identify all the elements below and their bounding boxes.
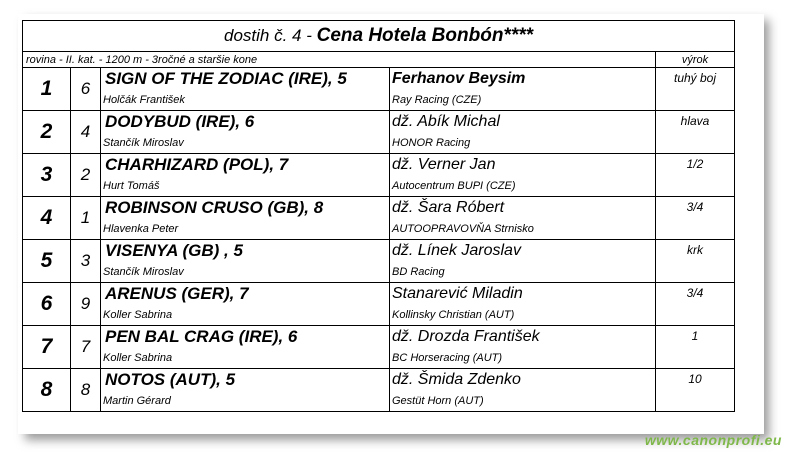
- start-number: 8: [71, 369, 101, 412]
- trainer-name: Stančík Miroslav: [101, 133, 390, 154]
- jockey-name: dž. Drozda František: [390, 326, 656, 349]
- trainer-name: Stančík Miroslav: [101, 262, 390, 283]
- start-number: 3: [71, 240, 101, 283]
- margin-verdict: 10: [656, 369, 735, 412]
- owner-name: Gestüt Horn (AUT): [390, 391, 656, 412]
- finish-place: 1: [23, 68, 71, 111]
- jockey-name: Ferhanov Beysim: [390, 68, 656, 91]
- trainer-name: Koller Sabrina: [101, 305, 390, 326]
- result-row-sub: [23, 348, 735, 369]
- start-number: 2: [71, 154, 101, 197]
- result-row: [23, 154, 735, 177]
- race-title: [23, 21, 735, 52]
- trainer-name: Martin Gérard: [101, 391, 390, 412]
- results-table: [22, 20, 735, 412]
- result-row-sub: [23, 133, 735, 154]
- horse-name: DODYBUD (IRE), 6: [101, 111, 390, 134]
- start-number: 7: [71, 326, 101, 369]
- trainer-name: Hlavenka Peter: [101, 219, 390, 240]
- result-row: [23, 197, 735, 220]
- margin-verdict: 3/4: [656, 283, 735, 326]
- result-row-sub: [23, 90, 735, 111]
- finish-place: 7: [23, 326, 71, 369]
- result-row: [23, 111, 735, 134]
- finish-place: 4: [23, 197, 71, 240]
- horse-name: ROBINSON CRUSO (GB), 8: [101, 197, 390, 220]
- horse-name: ARENUS (GER), 7: [101, 283, 390, 306]
- result-row: [23, 283, 735, 306]
- jockey-name: dž. Šara Róbert: [390, 197, 656, 220]
- horse-name: VISENYA (GB) , 5: [101, 240, 390, 263]
- horse-name: CHARHIZARD (POL), 7: [101, 154, 390, 177]
- result-row-sub: [23, 391, 735, 412]
- result-row: [23, 369, 735, 392]
- owner-name: BD Racing: [390, 262, 656, 283]
- result-row: [23, 68, 735, 91]
- start-number: 4: [71, 111, 101, 154]
- horse-name: SIGN OF THE ZODIAC (IRE), 5: [101, 68, 390, 91]
- jockey-name: dž. Šmida Zdenko: [390, 369, 656, 392]
- owner-name: HONOR Racing: [390, 133, 656, 154]
- jockey-name: dž. Abík Michal: [390, 111, 656, 134]
- owner-name: Autocentrum BUPI (CZE): [390, 176, 656, 197]
- finish-place: 8: [23, 369, 71, 412]
- trainer-name: Holčák František: [101, 90, 390, 111]
- margin-verdict: hlava: [656, 111, 735, 154]
- result-row-sub: [23, 176, 735, 197]
- jockey-name: Stanarević Miladin: [390, 283, 656, 306]
- result-row: [23, 326, 735, 349]
- jockey-name: dž. Verner Jan: [390, 154, 656, 177]
- margin-verdict: 1: [656, 326, 735, 369]
- margin-verdict: 1/2: [656, 154, 735, 197]
- result-row-sub: [23, 219, 735, 240]
- trainer-name: Koller Sabrina: [101, 348, 390, 369]
- jockey-name: dž. Línek Jaroslav: [390, 240, 656, 263]
- result-row-sub: [23, 305, 735, 326]
- finish-place: 2: [23, 111, 71, 154]
- owner-name: AUTOOPRAVOVŇA Strnisko: [390, 219, 656, 240]
- margin-verdict: krk: [656, 240, 735, 283]
- start-number: 1: [71, 197, 101, 240]
- result-row: [23, 240, 735, 263]
- race-conditions: rovina - II. kat. - 1200 m - 3ročné a staršie kone: [23, 52, 656, 68]
- horse-name: PEN BAL CRAG (IRE), 6: [101, 326, 390, 349]
- owner-name: Ray Racing (CZE): [390, 90, 656, 111]
- race-number: dostih č. 4 -: [223, 26, 317, 45]
- margin-verdict: 3/4: [656, 197, 735, 240]
- verdict-header: výrok: [656, 52, 735, 68]
- finish-place: 5: [23, 240, 71, 283]
- margin-verdict: tuhý boj: [656, 68, 735, 111]
- start-number: 9: [71, 283, 101, 326]
- start-number: 6: [71, 68, 101, 111]
- trainer-name: Hurt Tomáš: [101, 176, 390, 197]
- result-row-sub: [23, 262, 735, 283]
- race-info-row: [23, 52, 735, 68]
- finish-place: 6: [23, 283, 71, 326]
- race-title-row: [23, 21, 735, 52]
- horse-name: NOTOS (AUT), 5: [101, 369, 390, 392]
- owner-name: BC Horseracing (AUT): [390, 348, 656, 369]
- race-name: Cena Hotela Bonbón****: [316, 25, 534, 46]
- watermark: www.canonprofi.eu: [644, 432, 782, 448]
- finish-place: 3: [23, 154, 71, 197]
- owner-name: Kollinsky Christian (AUT): [390, 305, 656, 326]
